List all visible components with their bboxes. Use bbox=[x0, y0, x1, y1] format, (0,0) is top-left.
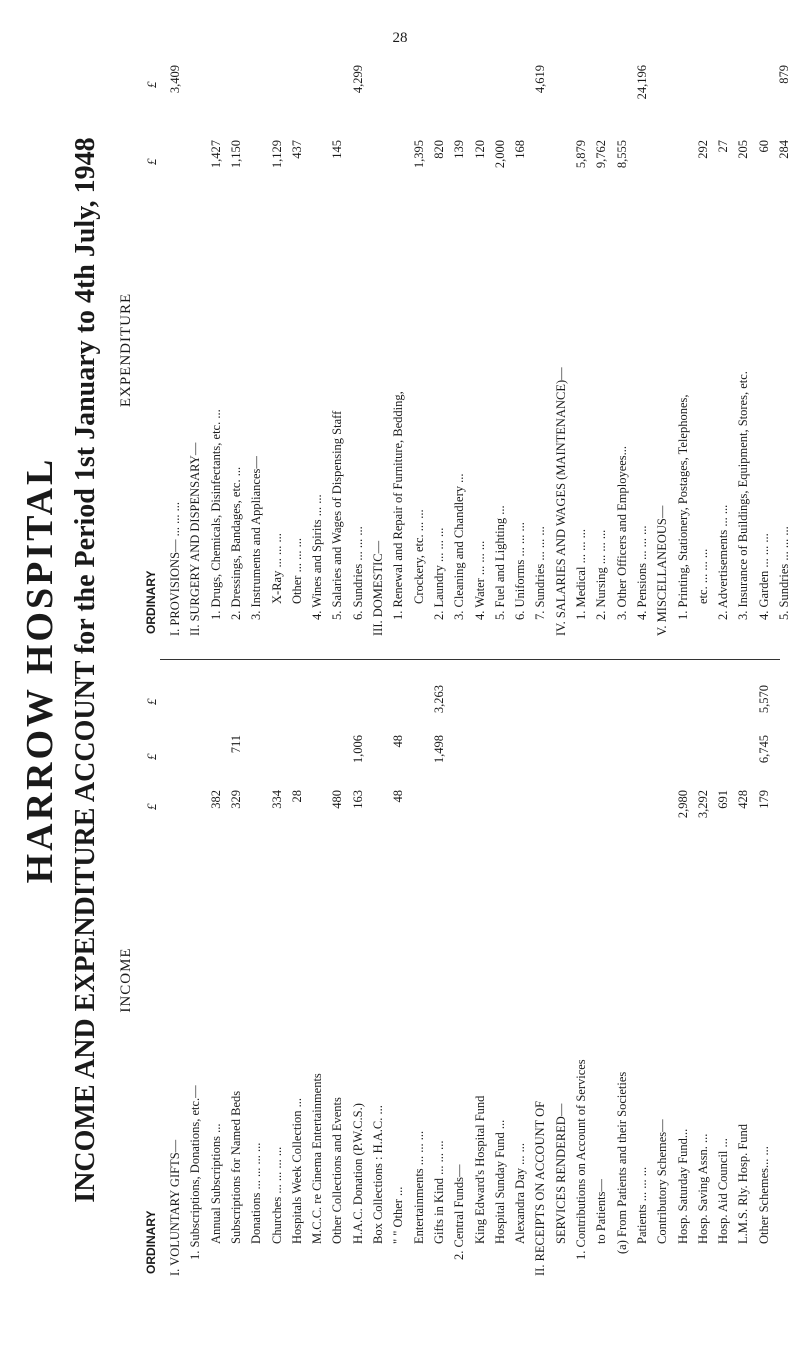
expenditure-amount-a: 820 bbox=[431, 140, 446, 159]
rotated-document bbox=[10, 40, 790, 1300]
expenditure-row-label: 3. Cleaning and Chandlery ... bbox=[452, 473, 467, 620]
income-amount-a: 179 bbox=[756, 790, 771, 809]
income-row-label: H.A.C. Donation (P.W.C.S.) bbox=[350, 1103, 365, 1244]
expenditure-amount-a: 284 bbox=[777, 140, 791, 159]
income-currency-c: £ bbox=[144, 698, 159, 705]
expenditure-row-label: 1. Renewal and Repair of Furniture, Bedding, bbox=[391, 391, 406, 620]
expenditure-amount-c: 4,299 bbox=[350, 65, 365, 94]
expenditure-row-label: 3. Other Officers and Employees... bbox=[614, 445, 629, 620]
expenditure-row-label: IV. SALARIES AND WAGES (MAINTENANCE)— bbox=[553, 367, 568, 636]
income-amount-a: 691 bbox=[716, 790, 731, 809]
expenditure-row-label: 1. Printing, Stationery, Postages, Telephones, bbox=[675, 394, 690, 620]
expenditure-row-label: I. PROVISIONS— ... ... ... bbox=[168, 501, 182, 636]
income-row-label: Hosp. Saving Assn. ... bbox=[695, 1133, 710, 1244]
expenditure-amount-a: 1,395 bbox=[411, 140, 426, 169]
expenditure-amount-a: 2,000 bbox=[492, 140, 507, 169]
income-row-label: I. VOLUNTARY GIFTS— bbox=[168, 1139, 182, 1276]
expenditure-amount-a: 8,555 bbox=[614, 140, 629, 169]
expenditure-row-label: II. SURGERY AND DISPENSARY— bbox=[188, 442, 203, 636]
document-subtitle: INCOME AND EXPENDITURE ACCOUNT for the Period 1st January to 4th July, 1948 bbox=[70, 137, 101, 1203]
column-divider bbox=[160, 659, 780, 660]
expenditure-amount-a: 1,427 bbox=[208, 140, 223, 169]
expenditure-amount-a: 5,879 bbox=[574, 140, 588, 169]
income-ordinary-label: ORDINARY bbox=[144, 1210, 158, 1274]
expenditure-row-label: 4. Wines and Spirits ... ... bbox=[310, 494, 325, 620]
income-currency-b: £ bbox=[144, 753, 159, 760]
income-row-label: Entertainments ... ... ... bbox=[411, 1130, 426, 1244]
income-amount-b: 48 bbox=[391, 735, 406, 748]
expenditure-row-label: 7. Sundries ... ... ... bbox=[533, 526, 548, 620]
expenditure-amount-c: 3,409 bbox=[168, 65, 182, 94]
expenditure-row-label: 3. Insurance of Buildings, Equipment, Stores, etc. bbox=[736, 371, 751, 620]
expenditure-amount-a: 1,150 bbox=[228, 140, 243, 169]
expenditure-row-label: 2. Laundry ... ... ... bbox=[431, 527, 446, 620]
expenditure-amount-a: 292 bbox=[695, 140, 710, 159]
income-amount-b: 1,006 bbox=[350, 735, 365, 764]
income-row-label: M.C.C. re Cinema Entertainments bbox=[310, 1073, 325, 1244]
expenditure-row-label: 6. Uniforms ... ... ... bbox=[513, 522, 528, 620]
income-column bbox=[110, 680, 780, 1280]
income-row-label: 1. Contributions on Account of Services bbox=[574, 1059, 588, 1260]
expenditure-row-label: 4. Water ... ... ... bbox=[472, 540, 487, 620]
income-row-label: Other Collections and Events bbox=[330, 1097, 345, 1244]
expenditure-row-label: X-Ray ... ... ... bbox=[269, 533, 284, 604]
expenditure-amount-a: 168 bbox=[513, 140, 528, 159]
income-amount-a: 382 bbox=[208, 790, 223, 809]
expenditure-row-label: 6. Sundries ... ... ... bbox=[350, 526, 365, 620]
income-row-label: Hosp. Saturday Fund... bbox=[675, 1128, 690, 1244]
income-amount-b: 711 bbox=[228, 735, 243, 754]
expenditure-row-label: 5. Salaries and Wages of Dispensing Staff bbox=[330, 410, 345, 620]
income-amount-a: 3,292 bbox=[695, 790, 710, 819]
income-row-label: Contributory Schemes— bbox=[655, 1119, 670, 1244]
income-amount-b: 1,498 bbox=[431, 735, 446, 764]
income-row-label: L.M.S. Rly. Hosp. Fund bbox=[736, 1123, 751, 1244]
expenditure-amount-a: 139 bbox=[452, 140, 467, 159]
income-row-label: 2. Central Funds— bbox=[452, 1164, 467, 1260]
income-row-label: Other Schemes... ... bbox=[756, 1146, 771, 1244]
income-row-label: (a) From Patients and their Societies bbox=[614, 1071, 629, 1254]
expenditure-amount-a: 205 bbox=[736, 140, 751, 159]
income-row-label: Gifts in Kind ... ... ... bbox=[431, 1140, 446, 1244]
income-amount-a: 48 bbox=[391, 790, 406, 803]
income-amount-b: 6,745 bbox=[756, 735, 771, 764]
expenditure-row-label: Other ... ... ... bbox=[289, 538, 304, 604]
expenditure-ordinary-label: ORDINARY bbox=[144, 570, 158, 634]
expenditure-currency-c: £ bbox=[144, 81, 159, 88]
income-row-label: Alexandra Day ... ... bbox=[513, 1142, 528, 1244]
expenditure-heading: EXPENDITURE bbox=[118, 292, 134, 408]
expenditure-row-label: V. MISCELLANEOUS— bbox=[655, 505, 670, 636]
expenditure-amount-a: 145 bbox=[330, 140, 345, 159]
income-row-label: Annual Subscriptions ... bbox=[208, 1123, 223, 1244]
expenditure-column bbox=[110, 60, 791, 640]
expenditure-row-label: 5. Fuel and Lighting ... bbox=[492, 505, 507, 620]
income-amount-c: 5,570 bbox=[756, 685, 771, 714]
income-amount-a: 329 bbox=[228, 790, 243, 809]
income-row-label: II. RECEIPTS ON ACCOUNT OF bbox=[533, 1100, 548, 1276]
income-heading: INCOME bbox=[118, 947, 134, 1013]
expenditure-currency-a: £ bbox=[144, 158, 159, 165]
expenditure-amount-a: 120 bbox=[472, 140, 487, 159]
document-title: HARROW HOSPITAL bbox=[19, 456, 61, 884]
income-currency-a: £ bbox=[144, 803, 159, 810]
income-amount-a: 28 bbox=[289, 790, 304, 803]
income-row-label: 1. Subscriptions, Donations, etc.— bbox=[188, 1085, 203, 1260]
expenditure-row-label: Crockery, etc. ... ... bbox=[411, 509, 426, 604]
income-row-label: Patients ... ... ... bbox=[634, 1166, 649, 1244]
income-amount-a: 480 bbox=[330, 790, 345, 809]
income-row-label: to Patients— bbox=[594, 1179, 609, 1244]
income-row-label: Churches ... ... ... ... bbox=[269, 1146, 284, 1244]
expenditure-row-label: 4. Pensions ... ... ... bbox=[634, 525, 649, 620]
income-row-label: King Edward's Hospital Fund bbox=[472, 1095, 487, 1244]
income-row-label: SERVICES RENDERED— bbox=[553, 1103, 568, 1244]
expenditure-row-label: 5. Sundries ... ... ... bbox=[777, 526, 791, 620]
income-row-label: Hosp. Aid Council ... bbox=[716, 1138, 731, 1244]
expenditure-amount-a: 60 bbox=[756, 140, 771, 153]
page-number: 28 bbox=[392, 30, 408, 46]
income-row-label: Hospitals Week Collection ... bbox=[289, 1098, 304, 1244]
income-row-label: Hospital Sunday Fund ... bbox=[492, 1119, 507, 1244]
income-amount-a: 428 bbox=[736, 790, 751, 809]
expenditure-row-label: 3. Instruments and Appliances— bbox=[249, 456, 264, 620]
expenditure-row-label: 2. Advertisements ... ... bbox=[716, 504, 731, 620]
expenditure-row-label: 2. Nursing ... ... ... bbox=[594, 529, 609, 620]
expenditure-amount-a: 9,762 bbox=[594, 140, 609, 169]
income-amount-a: 2,980 bbox=[675, 790, 690, 819]
expenditure-row-label: 1. Medical ... ... ... bbox=[574, 529, 588, 620]
expenditure-row-label: 1. Drugs, Chemicals, Disinfectants, etc. ... bbox=[208, 409, 223, 620]
expenditure-row-label: 2. Dressings, Bandages, etc. ... bbox=[228, 466, 243, 620]
income-amount-c: 3,263 bbox=[431, 685, 446, 714]
expenditure-amount-c: 24,196 bbox=[634, 65, 649, 100]
expenditure-amount-c: 879 bbox=[777, 65, 791, 84]
expenditure-amount-a: 437 bbox=[289, 140, 304, 159]
expenditure-row-label: etc. ... ... ... bbox=[695, 548, 710, 604]
income-row-label: Box Collections : H.A.C. ... bbox=[371, 1105, 385, 1244]
expenditure-row-label: 4. Garden ... ... ... bbox=[756, 533, 771, 620]
expenditure-amount-a: 1,129 bbox=[269, 140, 284, 169]
income-amount-a: 163 bbox=[350, 790, 365, 809]
income-amount-a: 334 bbox=[269, 790, 284, 809]
expenditure-amount-c: 4,619 bbox=[533, 65, 548, 94]
expenditure-amount-a: 27 bbox=[716, 140, 731, 153]
income-row-label: Donations ... ... ... ... bbox=[249, 1142, 264, 1244]
expenditure-row-label: III. DOMESTIC— bbox=[371, 540, 385, 636]
income-row-label: " " Other ... bbox=[391, 1186, 406, 1244]
income-row-label: Subscriptions for Named Beds bbox=[228, 1090, 243, 1244]
